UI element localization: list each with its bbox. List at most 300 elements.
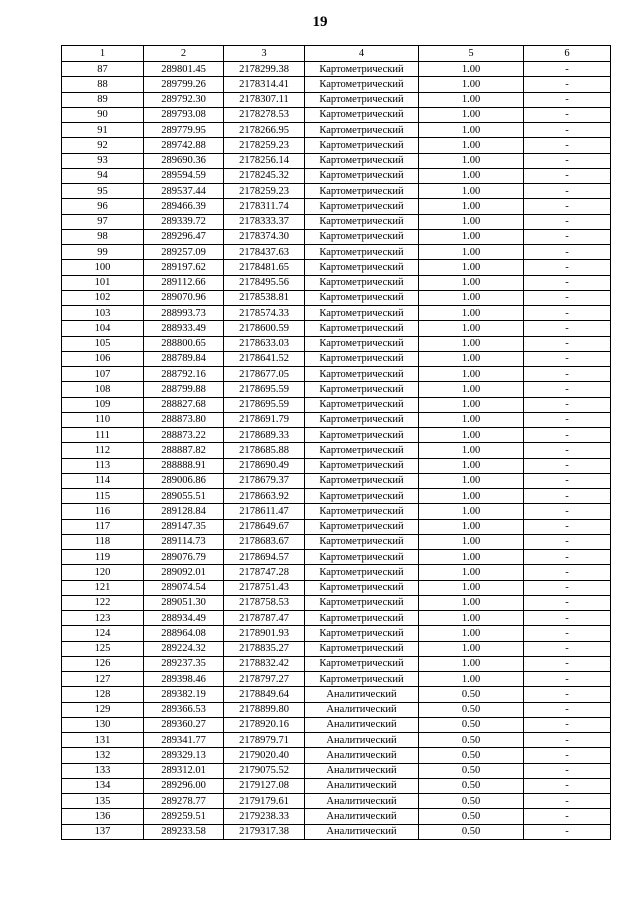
table-cell: 289112.66: [144, 275, 224, 290]
table-cell: 288934.49: [144, 611, 224, 626]
table-cell: -: [524, 809, 611, 824]
table-cell: 1.00: [419, 443, 524, 458]
table-cell: 289259.51: [144, 809, 224, 824]
table-row: [62, 107, 611, 122]
table-cell: 112: [62, 443, 144, 458]
table-cell: 2178899.80: [224, 702, 305, 717]
table-row: [62, 641, 611, 656]
table-cell: -: [524, 199, 611, 214]
table-cell: Картометрический: [305, 534, 419, 549]
table-cell: 114: [62, 473, 144, 488]
table-cell: 2178832.42: [224, 656, 305, 671]
table-cell: 1.00: [419, 367, 524, 382]
table-cell: 2178663.92: [224, 489, 305, 504]
table-cell: 87: [62, 62, 144, 77]
table-cell: 289055.51: [144, 489, 224, 504]
table-cell: 119: [62, 550, 144, 565]
table-cell: 2178787.47: [224, 611, 305, 626]
table-cell: 2178259.23: [224, 138, 305, 153]
table-cell: 133: [62, 763, 144, 778]
table-row: [62, 382, 611, 397]
table-cell: 1.00: [419, 473, 524, 488]
table-cell: 1.00: [419, 489, 524, 504]
table-cell: 2178683.67: [224, 534, 305, 549]
table-cell: 288789.84: [144, 351, 224, 366]
table-cell: -: [524, 321, 611, 336]
table-cell: 2178677.05: [224, 367, 305, 382]
table-cell: 1.00: [419, 214, 524, 229]
table-cell: Картометрический: [305, 62, 419, 77]
table-cell: 288827.68: [144, 397, 224, 412]
table-cell: 2178689.33: [224, 428, 305, 443]
table-row: [62, 351, 611, 366]
table-cell: -: [524, 367, 611, 382]
table-cell: Картометрический: [305, 290, 419, 305]
table-cell: 88: [62, 77, 144, 92]
table-cell: -: [524, 184, 611, 199]
table-row: [62, 214, 611, 229]
table-cell: 289801.45: [144, 62, 224, 77]
table-row: [62, 565, 611, 580]
table-cell: 288888.91: [144, 458, 224, 473]
table-cell: 2178694.57: [224, 550, 305, 565]
table-cell: 1.00: [419, 138, 524, 153]
table-cell: -: [524, 733, 611, 748]
table-cell: 2179238.33: [224, 809, 305, 824]
table-cell: 2178374.30: [224, 229, 305, 244]
table-cell: 1.00: [419, 550, 524, 565]
table-cell: 2178751.43: [224, 580, 305, 595]
table-row: [62, 336, 611, 351]
table-cell: 102: [62, 290, 144, 305]
table-cell: Картометрический: [305, 184, 419, 199]
table-row: [62, 367, 611, 382]
table-cell: 2178600.59: [224, 321, 305, 336]
table-row: [62, 626, 611, 641]
table-cell: Картометрический: [305, 519, 419, 534]
table-cell: 2178690.49: [224, 458, 305, 473]
table-cell: 92: [62, 138, 144, 153]
table-row: [62, 550, 611, 565]
table-cell: 289341.77: [144, 733, 224, 748]
table-row: [62, 611, 611, 626]
table-cell: -: [524, 763, 611, 778]
table-cell: 289296.00: [144, 778, 224, 793]
table-cell: Картометрический: [305, 245, 419, 260]
table-cell: 2178679.37: [224, 473, 305, 488]
table-cell: 289466.39: [144, 199, 224, 214]
table-cell: 2178633.03: [224, 336, 305, 351]
table-row: [62, 321, 611, 336]
table-cell: 2178333.37: [224, 214, 305, 229]
table-cell: 2178920.16: [224, 717, 305, 732]
table-cell: -: [524, 672, 611, 687]
table-cell: 97: [62, 214, 144, 229]
table-cell: Картометрический: [305, 138, 419, 153]
table-cell: 289257.09: [144, 245, 224, 260]
table-cell: 289296.47: [144, 229, 224, 244]
table-row: [62, 123, 611, 138]
table-cell: 289329.13: [144, 748, 224, 763]
table-cell: Аналитический: [305, 763, 419, 778]
table-cell: 2178797.27: [224, 672, 305, 687]
table-cell: Картометрический: [305, 382, 419, 397]
table-cell: Аналитический: [305, 748, 419, 763]
table-cell: -: [524, 656, 611, 671]
table-cell: 2178685.88: [224, 443, 305, 458]
table-cell: 289690.36: [144, 153, 224, 168]
table-row: [62, 702, 611, 717]
table-cell: -: [524, 489, 611, 504]
table-cell: 113: [62, 458, 144, 473]
table-row: [62, 168, 611, 183]
table-cell: 94: [62, 168, 144, 183]
table-cell: 289006.86: [144, 473, 224, 488]
table-cell: 289537.44: [144, 184, 224, 199]
column-header: 5: [419, 46, 524, 62]
table-cell: 134: [62, 778, 144, 793]
table-cell: 289360.27: [144, 717, 224, 732]
table-cell: -: [524, 611, 611, 626]
table-row: [62, 290, 611, 305]
table-cell: 289799.26: [144, 77, 224, 92]
table-cell: 289237.35: [144, 656, 224, 671]
table-cell: 2178259.23: [224, 184, 305, 199]
table-cell: 0.50: [419, 824, 524, 839]
table-cell: Картометрический: [305, 321, 419, 336]
table-cell: 289382.19: [144, 687, 224, 702]
table-cell: 124: [62, 626, 144, 641]
table-cell: 288964.08: [144, 626, 224, 641]
column-header: 3: [224, 46, 305, 62]
table-cell: Картометрический: [305, 199, 419, 214]
table-cell: -: [524, 92, 611, 107]
table-cell: 2178695.59: [224, 382, 305, 397]
table-cell: 118: [62, 534, 144, 549]
column-header: 1: [62, 46, 144, 62]
table-cell: 1.00: [419, 351, 524, 366]
table-cell: 115: [62, 489, 144, 504]
table-cell: 289147.35: [144, 519, 224, 534]
table-cell: 1.00: [419, 611, 524, 626]
table-cell: -: [524, 565, 611, 580]
table-cell: Картометрический: [305, 153, 419, 168]
table-cell: Картометрический: [305, 77, 419, 92]
table-cell: 289114.73: [144, 534, 224, 549]
table-cell: 99: [62, 245, 144, 260]
table-row: [62, 763, 611, 778]
table-cell: Картометрический: [305, 428, 419, 443]
table-cell: 1.00: [419, 519, 524, 534]
table-cell: 1.00: [419, 641, 524, 656]
table-cell: 289070.96: [144, 290, 224, 305]
table-cell: 128: [62, 687, 144, 702]
table-cell: 2178747.28: [224, 565, 305, 580]
table-cell: 2178311.74: [224, 199, 305, 214]
table-cell: 126: [62, 656, 144, 671]
table-cell: 2179179.61: [224, 794, 305, 809]
table-cell: -: [524, 443, 611, 458]
table-cell: 98: [62, 229, 144, 244]
table-cell: 289312.01: [144, 763, 224, 778]
table-cell: -: [524, 687, 611, 702]
table-row: [62, 458, 611, 473]
table-cell: 122: [62, 595, 144, 610]
table-cell: Картометрический: [305, 412, 419, 427]
table-cell: 111: [62, 428, 144, 443]
column-header: 6: [524, 46, 611, 62]
table-cell: 117: [62, 519, 144, 534]
table-cell: 1.00: [419, 626, 524, 641]
table-cell: 0.50: [419, 748, 524, 763]
table-cell: 289074.54: [144, 580, 224, 595]
table-cell: Аналитический: [305, 824, 419, 839]
table-cell: 289339.72: [144, 214, 224, 229]
table-row: [62, 534, 611, 549]
table-cell: 1.00: [419, 62, 524, 77]
table-row: [62, 428, 611, 443]
table-cell: 1.00: [419, 306, 524, 321]
table-cell: -: [524, 748, 611, 763]
table-cell: Аналитический: [305, 717, 419, 732]
table-cell: 2178695.59: [224, 397, 305, 412]
table-cell: 129: [62, 702, 144, 717]
table-row: [62, 580, 611, 595]
table-cell: 100: [62, 260, 144, 275]
table-cell: 288933.49: [144, 321, 224, 336]
table-cell: Картометрический: [305, 168, 419, 183]
table-cell: -: [524, 824, 611, 839]
table-cell: 135: [62, 794, 144, 809]
table-cell: 1.00: [419, 275, 524, 290]
table-row: [62, 473, 611, 488]
table-cell: 2178574.33: [224, 306, 305, 321]
table-cell: 108: [62, 382, 144, 397]
table-cell: 1.00: [419, 397, 524, 412]
table-cell: 289779.95: [144, 123, 224, 138]
table-cell: 132: [62, 748, 144, 763]
table-cell: 2178266.95: [224, 123, 305, 138]
table-cell: 2178641.52: [224, 351, 305, 366]
table-cell: -: [524, 245, 611, 260]
table-cell: Картометрический: [305, 123, 419, 138]
table-cell: 104: [62, 321, 144, 336]
table-cell: 136: [62, 809, 144, 824]
table-cell: 1.00: [419, 123, 524, 138]
table-cell: Картометрический: [305, 260, 419, 275]
table-cell: -: [524, 458, 611, 473]
table-cell: 1.00: [419, 672, 524, 687]
table-cell: 1.00: [419, 580, 524, 595]
table-cell: 0.50: [419, 778, 524, 793]
table-cell: -: [524, 138, 611, 153]
table-cell: 137: [62, 824, 144, 839]
table-cell: 95: [62, 184, 144, 199]
table-row: [62, 656, 611, 671]
table-cell: 109: [62, 397, 144, 412]
table-row: [62, 748, 611, 763]
table-cell: 288800.65: [144, 336, 224, 351]
table-cell: 2179317.38: [224, 824, 305, 839]
table-cell: 2179127.08: [224, 778, 305, 793]
table-cell: 289092.01: [144, 565, 224, 580]
table-row: [62, 138, 611, 153]
table-cell: Картометрический: [305, 504, 419, 519]
table-cell: 0.50: [419, 763, 524, 778]
table-row: [62, 184, 611, 199]
table-cell: -: [524, 229, 611, 244]
table-cell: 1.00: [419, 77, 524, 92]
table-cell: 2179075.52: [224, 763, 305, 778]
table-cell: 2178979.71: [224, 733, 305, 748]
table-cell: -: [524, 62, 611, 77]
table-cell: 106: [62, 351, 144, 366]
table-cell: 2178307.11: [224, 92, 305, 107]
table-cell: 2178835.27: [224, 641, 305, 656]
table-cell: -: [524, 107, 611, 122]
table-cell: -: [524, 260, 611, 275]
table-cell: Картометрический: [305, 214, 419, 229]
table-row: [62, 733, 611, 748]
table-cell: Картометрический: [305, 565, 419, 580]
table-cell: 2178314.41: [224, 77, 305, 92]
table-cell: -: [524, 702, 611, 717]
table-row: [62, 687, 611, 702]
table-cell: 2178299.38: [224, 62, 305, 77]
table-cell: 1.00: [419, 229, 524, 244]
table-cell: 289197.62: [144, 260, 224, 275]
table-cell: 289233.58: [144, 824, 224, 839]
table-cell: -: [524, 275, 611, 290]
table-cell: 90: [62, 107, 144, 122]
table-cell: 1.00: [419, 107, 524, 122]
table-cell: 1.00: [419, 321, 524, 336]
table-cell: 1.00: [419, 565, 524, 580]
table-cell: 1.00: [419, 184, 524, 199]
table-cell: 110: [62, 412, 144, 427]
table-cell: 0.50: [419, 733, 524, 748]
table-cell: 289398.46: [144, 672, 224, 687]
table-cell: 2178538.81: [224, 290, 305, 305]
table-cell: Картометрический: [305, 92, 419, 107]
table-cell: 123: [62, 611, 144, 626]
table-cell: 125: [62, 641, 144, 656]
table-row: [62, 153, 611, 168]
table-row: [62, 412, 611, 427]
table-cell: -: [524, 412, 611, 427]
table-cell: 120: [62, 565, 144, 580]
table-cell: 1.00: [419, 336, 524, 351]
table-cell: -: [524, 214, 611, 229]
table-cell: Картометрический: [305, 229, 419, 244]
table-cell: 121: [62, 580, 144, 595]
table-cell: 289051.30: [144, 595, 224, 610]
table-cell: 1.00: [419, 92, 524, 107]
table-cell: 289793.08: [144, 107, 224, 122]
table-cell: 130: [62, 717, 144, 732]
table-cell: 288887.82: [144, 443, 224, 458]
table-cell: 289076.79: [144, 550, 224, 565]
table-row: [62, 62, 611, 77]
table-row: [62, 92, 611, 107]
table-cell: Картометрический: [305, 107, 419, 122]
table-cell: Картометрический: [305, 656, 419, 671]
table-cell: 289594.59: [144, 168, 224, 183]
table-cell: -: [524, 168, 611, 183]
table-cell: 89: [62, 92, 144, 107]
table-cell: -: [524, 717, 611, 732]
table-cell: 1.00: [419, 504, 524, 519]
table-cell: 0.50: [419, 702, 524, 717]
table-cell: -: [524, 397, 611, 412]
table-cell: Картометрический: [305, 367, 419, 382]
table-cell: 1.00: [419, 382, 524, 397]
column-header: 2: [144, 46, 224, 62]
table-row: [62, 229, 611, 244]
table-cell: 2178849.64: [224, 687, 305, 702]
table-cell: Картометрический: [305, 489, 419, 504]
table-cell: -: [524, 153, 611, 168]
table-header-row: [62, 46, 611, 62]
table-row: [62, 778, 611, 793]
table-cell: Аналитический: [305, 794, 419, 809]
table-cell: 288792.16: [144, 367, 224, 382]
table-cell: 2178245.32: [224, 168, 305, 183]
table-cell: Картометрический: [305, 336, 419, 351]
page-number: 19: [312, 14, 328, 30]
table-row: [62, 77, 611, 92]
table-cell: -: [524, 382, 611, 397]
table-cell: Картометрический: [305, 306, 419, 321]
table-cell: 1.00: [419, 290, 524, 305]
table-row: [62, 199, 611, 214]
table-cell: 288873.22: [144, 428, 224, 443]
table-row: [62, 595, 611, 610]
table-cell: -: [524, 626, 611, 641]
table-row: [62, 794, 611, 809]
table-cell: 1.00: [419, 168, 524, 183]
table-cell: Картометрический: [305, 550, 419, 565]
table-cell: 289128.84: [144, 504, 224, 519]
table-cell: -: [524, 336, 611, 351]
table-cell: 131: [62, 733, 144, 748]
table-cell: 103: [62, 306, 144, 321]
table-cell: -: [524, 778, 611, 793]
table-cell: Картометрический: [305, 473, 419, 488]
table-cell: 91: [62, 123, 144, 138]
table-cell: 116: [62, 504, 144, 519]
table-cell: Картометрический: [305, 626, 419, 641]
table-row: [62, 397, 611, 412]
table-row: [62, 519, 611, 534]
table-cell: 289366.53: [144, 702, 224, 717]
table-cell: 105: [62, 336, 144, 351]
table-cell: 2178481.65: [224, 260, 305, 275]
table-cell: 288799.88: [144, 382, 224, 397]
table-cell: 2178437.63: [224, 245, 305, 260]
table-cell: 2178611.47: [224, 504, 305, 519]
table-cell: 1.00: [419, 458, 524, 473]
table-cell: 2178901.93: [224, 626, 305, 641]
table-cell: 0.50: [419, 717, 524, 732]
table-cell: Картометрический: [305, 611, 419, 626]
table-cell: 2179020.40: [224, 748, 305, 763]
table-row: [62, 260, 611, 275]
table-cell: 2178495.56: [224, 275, 305, 290]
table-cell: 1.00: [419, 428, 524, 443]
table-cell: 96: [62, 199, 144, 214]
table-cell: -: [524, 504, 611, 519]
